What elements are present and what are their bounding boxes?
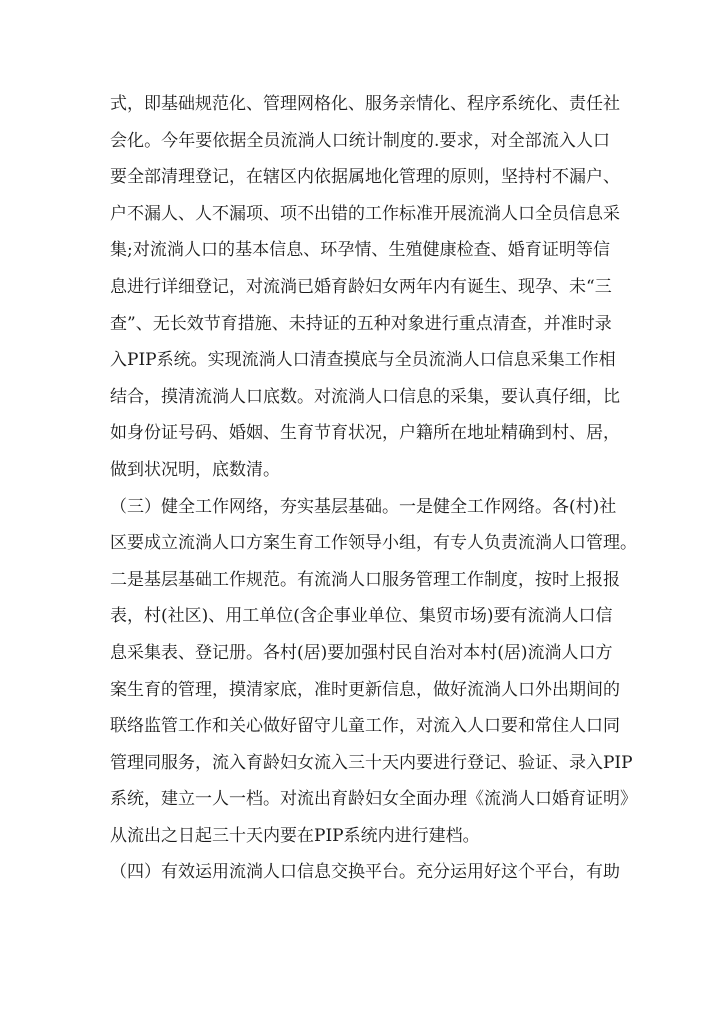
text-line: 做到状况明，底数清。	[110, 459, 280, 480]
text-line: 系统，建立一人一档。对流出育龄妇女全面办理《流淌人口婚育证明》	[110, 789, 637, 810]
text-line: 联络监管工作和关心做好留守儿童工作，对流入人口要和常住人口同	[110, 716, 620, 737]
text-line: 案生育的管理，摸清家底，准时更新信息，做好流淌人口外出期间的	[110, 679, 620, 700]
body-text	[110, 86, 637, 891]
text-line: 会化。今年要依据全员流淌人口统计制度的.要求，对全部流入人口	[110, 130, 610, 151]
text-line: 入PIP系统。实现流淌人口清查摸底与全员流淌人口信息采集工作相	[110, 350, 616, 371]
text-line: 二是基层基础工作规范。有流淌人口服务管理工作制度，按时上报报	[110, 569, 620, 590]
text-line: （三）健全工作网络，夯实基层基础。一是健全工作网络。各(村)社	[110, 496, 617, 517]
text-line: 息进行详细登记，对流淌已婚育龄妇女两年内有诞生、现孕、未“三	[110, 276, 612, 297]
text-line: 从流出之日起三十天内要在PIP系统内进行建档。	[110, 825, 480, 846]
text-line: 式，即基础规范化、管理网格化、服务亲情化、程序系统化、责任社	[110, 94, 620, 114]
text-line: 户不漏人、人不漏项、项不出错的工作标准开展流淌人口全员信息采	[110, 203, 620, 224]
text-line: 管理同服务，流入育龄妇女流入三十天内要进行登记、验证、录入PIP	[110, 752, 633, 773]
text-line: 表，村(社区)、用工单位(含企事业单位、集贸市场)要有流淌人口信	[110, 606, 613, 627]
text-line: 如身份证号码、婚姻、生育节育状况，户籍所在地址精确到村、居，	[110, 423, 620, 444]
text-line: 要全部清理登记，在辖区内依据属地化管理的原则，坚持村不漏户、	[110, 167, 620, 188]
text-line: 区要成立流淌人口方案生育工作领导小组，有专人负责流淌人口管理。	[110, 533, 637, 554]
text-line: 集;对流淌人口的基本信息、环孕情、生殖健康检查、婚育证明等信	[110, 240, 610, 261]
text-line: （四）有效运用流淌人口信息交换平台。充分运用好这个平台，有助	[110, 862, 620, 883]
text-line: 息采集表、登记册。各村(居)要加强村民自治对本村(居)流淌人口方	[110, 642, 613, 663]
text-line: 查”、无长效节育措施、未持证的五种对象进行重点清查，并准时录	[110, 313, 612, 334]
text-line: 结合，摸清流淌人口底数。对流淌人口信息的采集，要认真仔细，比	[110, 386, 620, 407]
